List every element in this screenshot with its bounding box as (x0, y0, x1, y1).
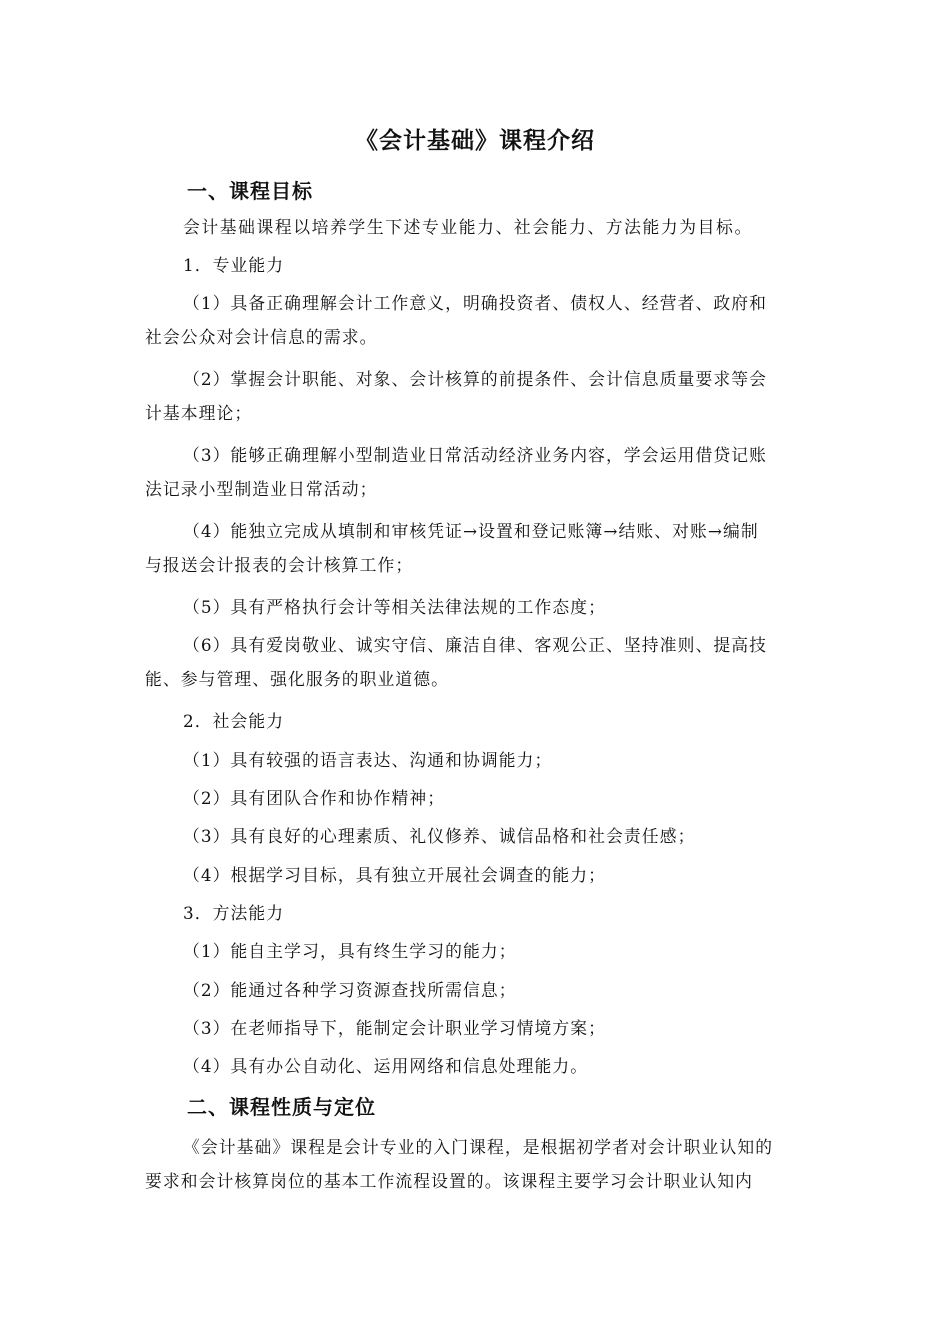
item-line-1: （4）能独立完成从填制和审核凭证→设置和登记账簿→结账、对账→编制 (183, 521, 759, 541)
professional-ability-item-5: （5）具有严格执行会计等相关法律法规的工作态度； (183, 597, 607, 617)
professional-ability-item-6 (145, 632, 810, 690)
item-line-1: （6）具有爱岗敬业、诚实守信、廉洁自律、客观公正、坚持准则、提高技 (183, 635, 767, 655)
item-line-2: 与报送会计报表的会计核算工作； (145, 555, 414, 575)
method-ability-item-3: （3）在老师指导下，能制定会计职业学习情境方案； (183, 1018, 607, 1038)
item-line-2: 法记录小型制造业日常活动； (145, 479, 378, 499)
professional-ability-item-1 (145, 290, 810, 348)
section-heading-nature-positioning: 二、课程性质与定位 (187, 1095, 376, 1119)
item-line-2: 能、参与管理、强化服务的职业道德。 (145, 669, 449, 689)
paragraph-line-2: 要求和会计核算岗位的基本工作流程设置的。该课程主要学习会计职业认知内 (145, 1171, 753, 1191)
subheading-professional-ability: 1．专业能力 (183, 255, 285, 275)
item-line-2: 社会公众对会计信息的需求。 (145, 327, 378, 347)
method-ability-item-4: （4）具有办公自动化、运用网络和信息处理能力。 (183, 1056, 589, 1076)
paragraph-line-1: 《会计基础》课程是会计专业的入门课程，是根据初学者对会计职业认知的 (183, 1137, 774, 1157)
professional-ability-item-4 (145, 518, 810, 576)
social-ability-item-3: （3）具有良好的心理素质、礼仪修养、诚信品格和社会责任感； (183, 826, 696, 846)
item-line-1: （2）掌握会计职能、对象、会计核算的前提条件、会计信息质量要求等会 (183, 369, 767, 389)
professional-ability-item-3 (145, 442, 810, 500)
social-ability-item-2: （2）具有团队合作和协作精神； (183, 788, 446, 808)
subheading-method-ability: 3．方法能力 (183, 903, 285, 923)
social-ability-item-1: （1）具有较强的语言表达、沟通和协调能力； (183, 750, 553, 770)
item-line-1: （1）具备正确理解会计工作意义，明确投资者、债权人、经营者、政府和 (183, 293, 767, 313)
nature-positioning-paragraph (145, 1134, 810, 1192)
goals-intro-paragraph: 会计基础课程以培养学生下述专业能力、社会能力、方法能力为目标。 (183, 217, 753, 237)
section-heading-course-goals: 一、课程目标 (187, 179, 313, 203)
item-line-2: 计基本理论； (145, 403, 253, 423)
professional-ability-item-2 (145, 366, 810, 424)
method-ability-item-1: （1）能自主学习，具有终生学习的能力； (183, 941, 517, 961)
method-ability-item-2: （2）能通过各种学习资源查找所需信息； (183, 980, 517, 1000)
social-ability-item-4: （4）根据学习目标，具有独立开展社会调查的能力； (183, 865, 607, 885)
subheading-social-ability: 2．社会能力 (183, 711, 285, 731)
item-line-1: （3）能够正确理解小型制造业日常活动经济业务内容，学会运用借贷记账 (183, 445, 767, 465)
document-title: 《会计基础》课程介绍 (355, 128, 595, 154)
